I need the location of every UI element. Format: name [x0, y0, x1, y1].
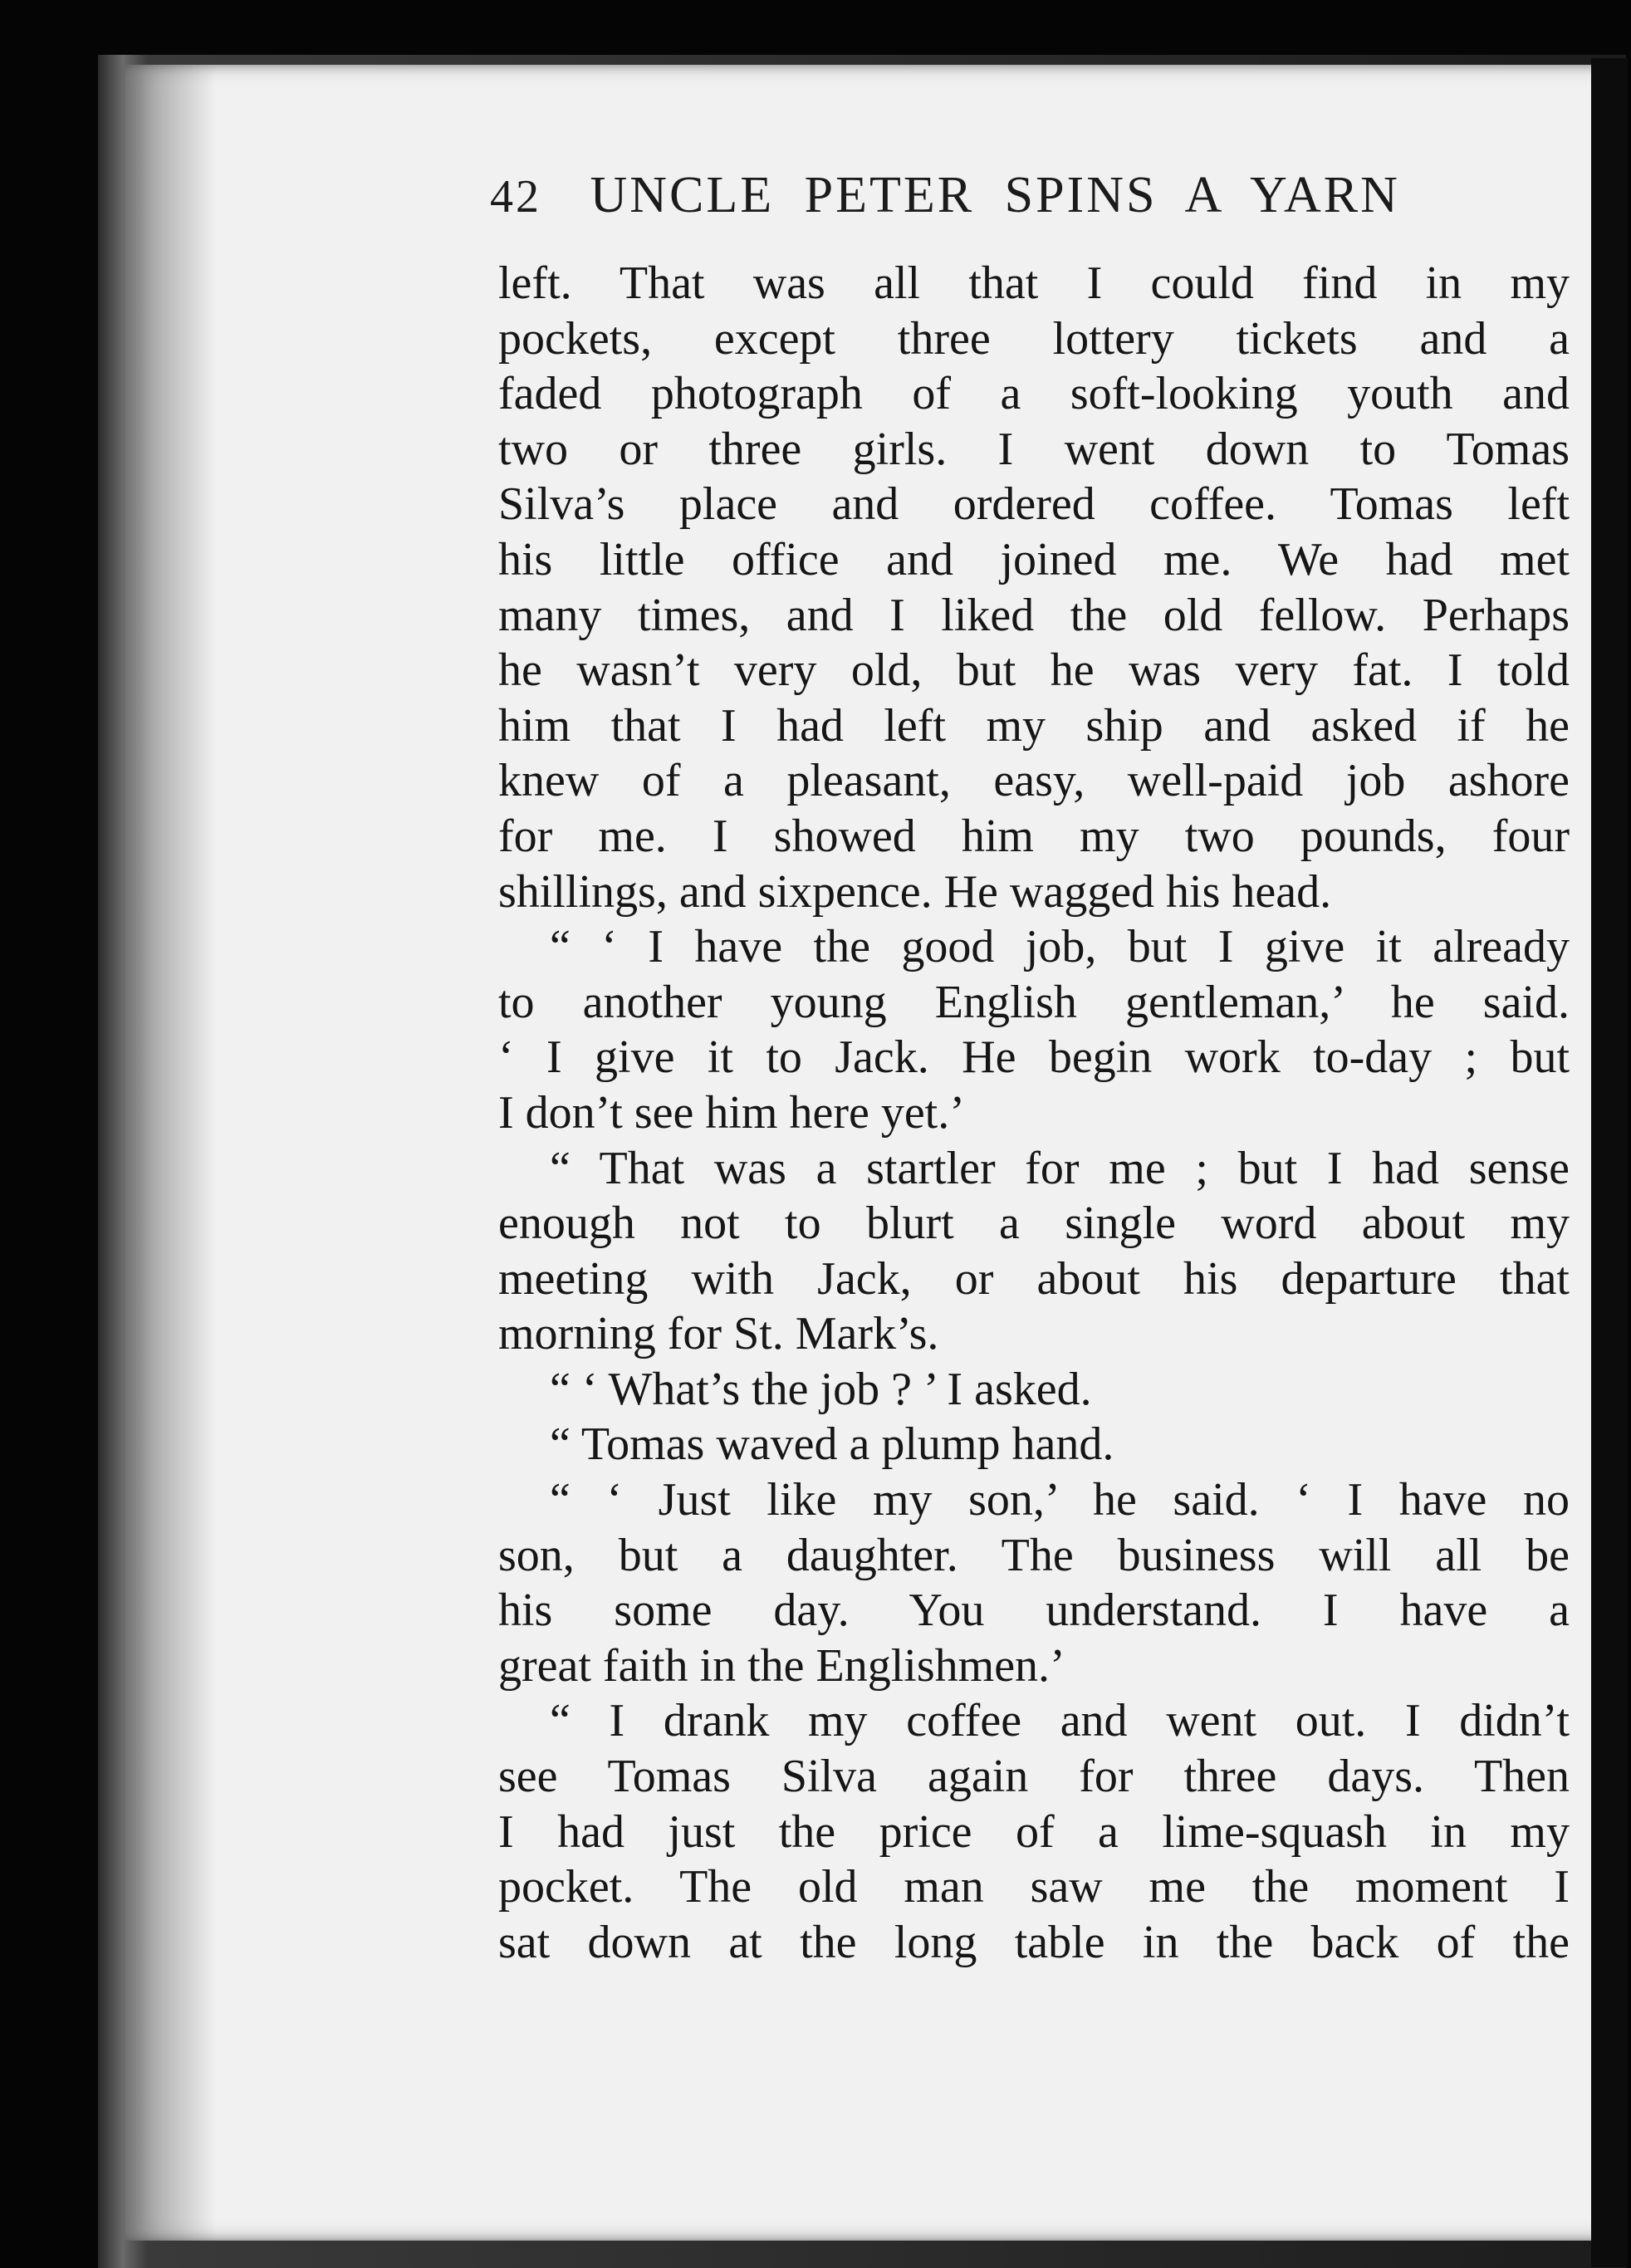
page-header: [490, 166, 1453, 225]
text-line: Silva’s place and ordered coffee. Tomas left: [498, 478, 1570, 531]
running-title: UNCLE PETER SPINS A YARN: [590, 167, 1400, 223]
text-line: many times, and I liked the old fellow. Perhaps: [498, 589, 1570, 641]
scan-right-border: [1591, 58, 1628, 2267]
page-gutter-shadow: [125, 65, 216, 2241]
text-line: for me. I showed him my two pounds, four: [498, 810, 1570, 862]
text-line: pockets, except three lottery tickets and a: [498, 312, 1570, 365]
text-line: his some day. You understand. I have a: [498, 1585, 1570, 1637]
text-line: he wasn’t very old, but he was very fat. I told: [498, 644, 1570, 697]
text-line: “ ‘ What’s the job ? ’ I asked.: [550, 1363, 1092, 1415]
text-line: left. That was all that I could find in my: [498, 257, 1570, 309]
text-line: “ That was a startler for me ; but I had sense: [550, 1142, 1570, 1194]
body-text: [498, 256, 1570, 1970]
text-line: sat down at the long table in the back of the: [498, 1916, 1570, 1968]
text-line: see Tomas Silva again for three days. Then: [498, 1751, 1570, 1803]
text-line: I don’t see him here yet.’: [498, 1086, 965, 1139]
text-line: great faith in the Englishmen.’: [498, 1639, 1065, 1692]
text-line: his little office and joined me. We had met: [498, 533, 1570, 585]
text-line: knew of a pleasant, easy, well-paid job ashore: [498, 755, 1570, 807]
text-line: meeting with Jack, or about his departure that: [498, 1252, 1570, 1305]
text-line: “ ‘ I have the good job, but I give it already: [550, 921, 1570, 973]
text-line: “ Tomas waved a plump hand.: [550, 1418, 1114, 1471]
text-line: I had just the price of a lime-squash in my: [498, 1805, 1570, 1858]
text-line: son, but a daughter. The business will all be: [498, 1529, 1570, 1581]
text-line: “ I drank my coffee and went out. I didn’t: [550, 1695, 1570, 1747]
page-number: 42: [490, 171, 541, 223]
text-line: two or three girls. I went down to Tomas: [498, 423, 1570, 475]
text-line: “ ‘ Just like my son,’ he said. ‘ I have no: [550, 1474, 1570, 1526]
text-line: enough not to blurt a single word about my: [498, 1198, 1570, 1250]
text-line: him that I had left my ship and asked if he: [498, 699, 1570, 752]
text-line: pocket. The old man saw me the moment I: [498, 1861, 1570, 1913]
text-line: to another young English gentleman,’ he said.: [498, 976, 1570, 1028]
text-line: morning for St. Mark’s.: [498, 1308, 939, 1360]
text-line: faded photograph of a soft-looking youth and: [498, 368, 1570, 420]
text-line: shillings, and sixpence. He wagged his head.: [498, 865, 1332, 918]
text-line: ‘ I give it to Jack. He begin work to-day ; but: [498, 1031, 1570, 1084]
